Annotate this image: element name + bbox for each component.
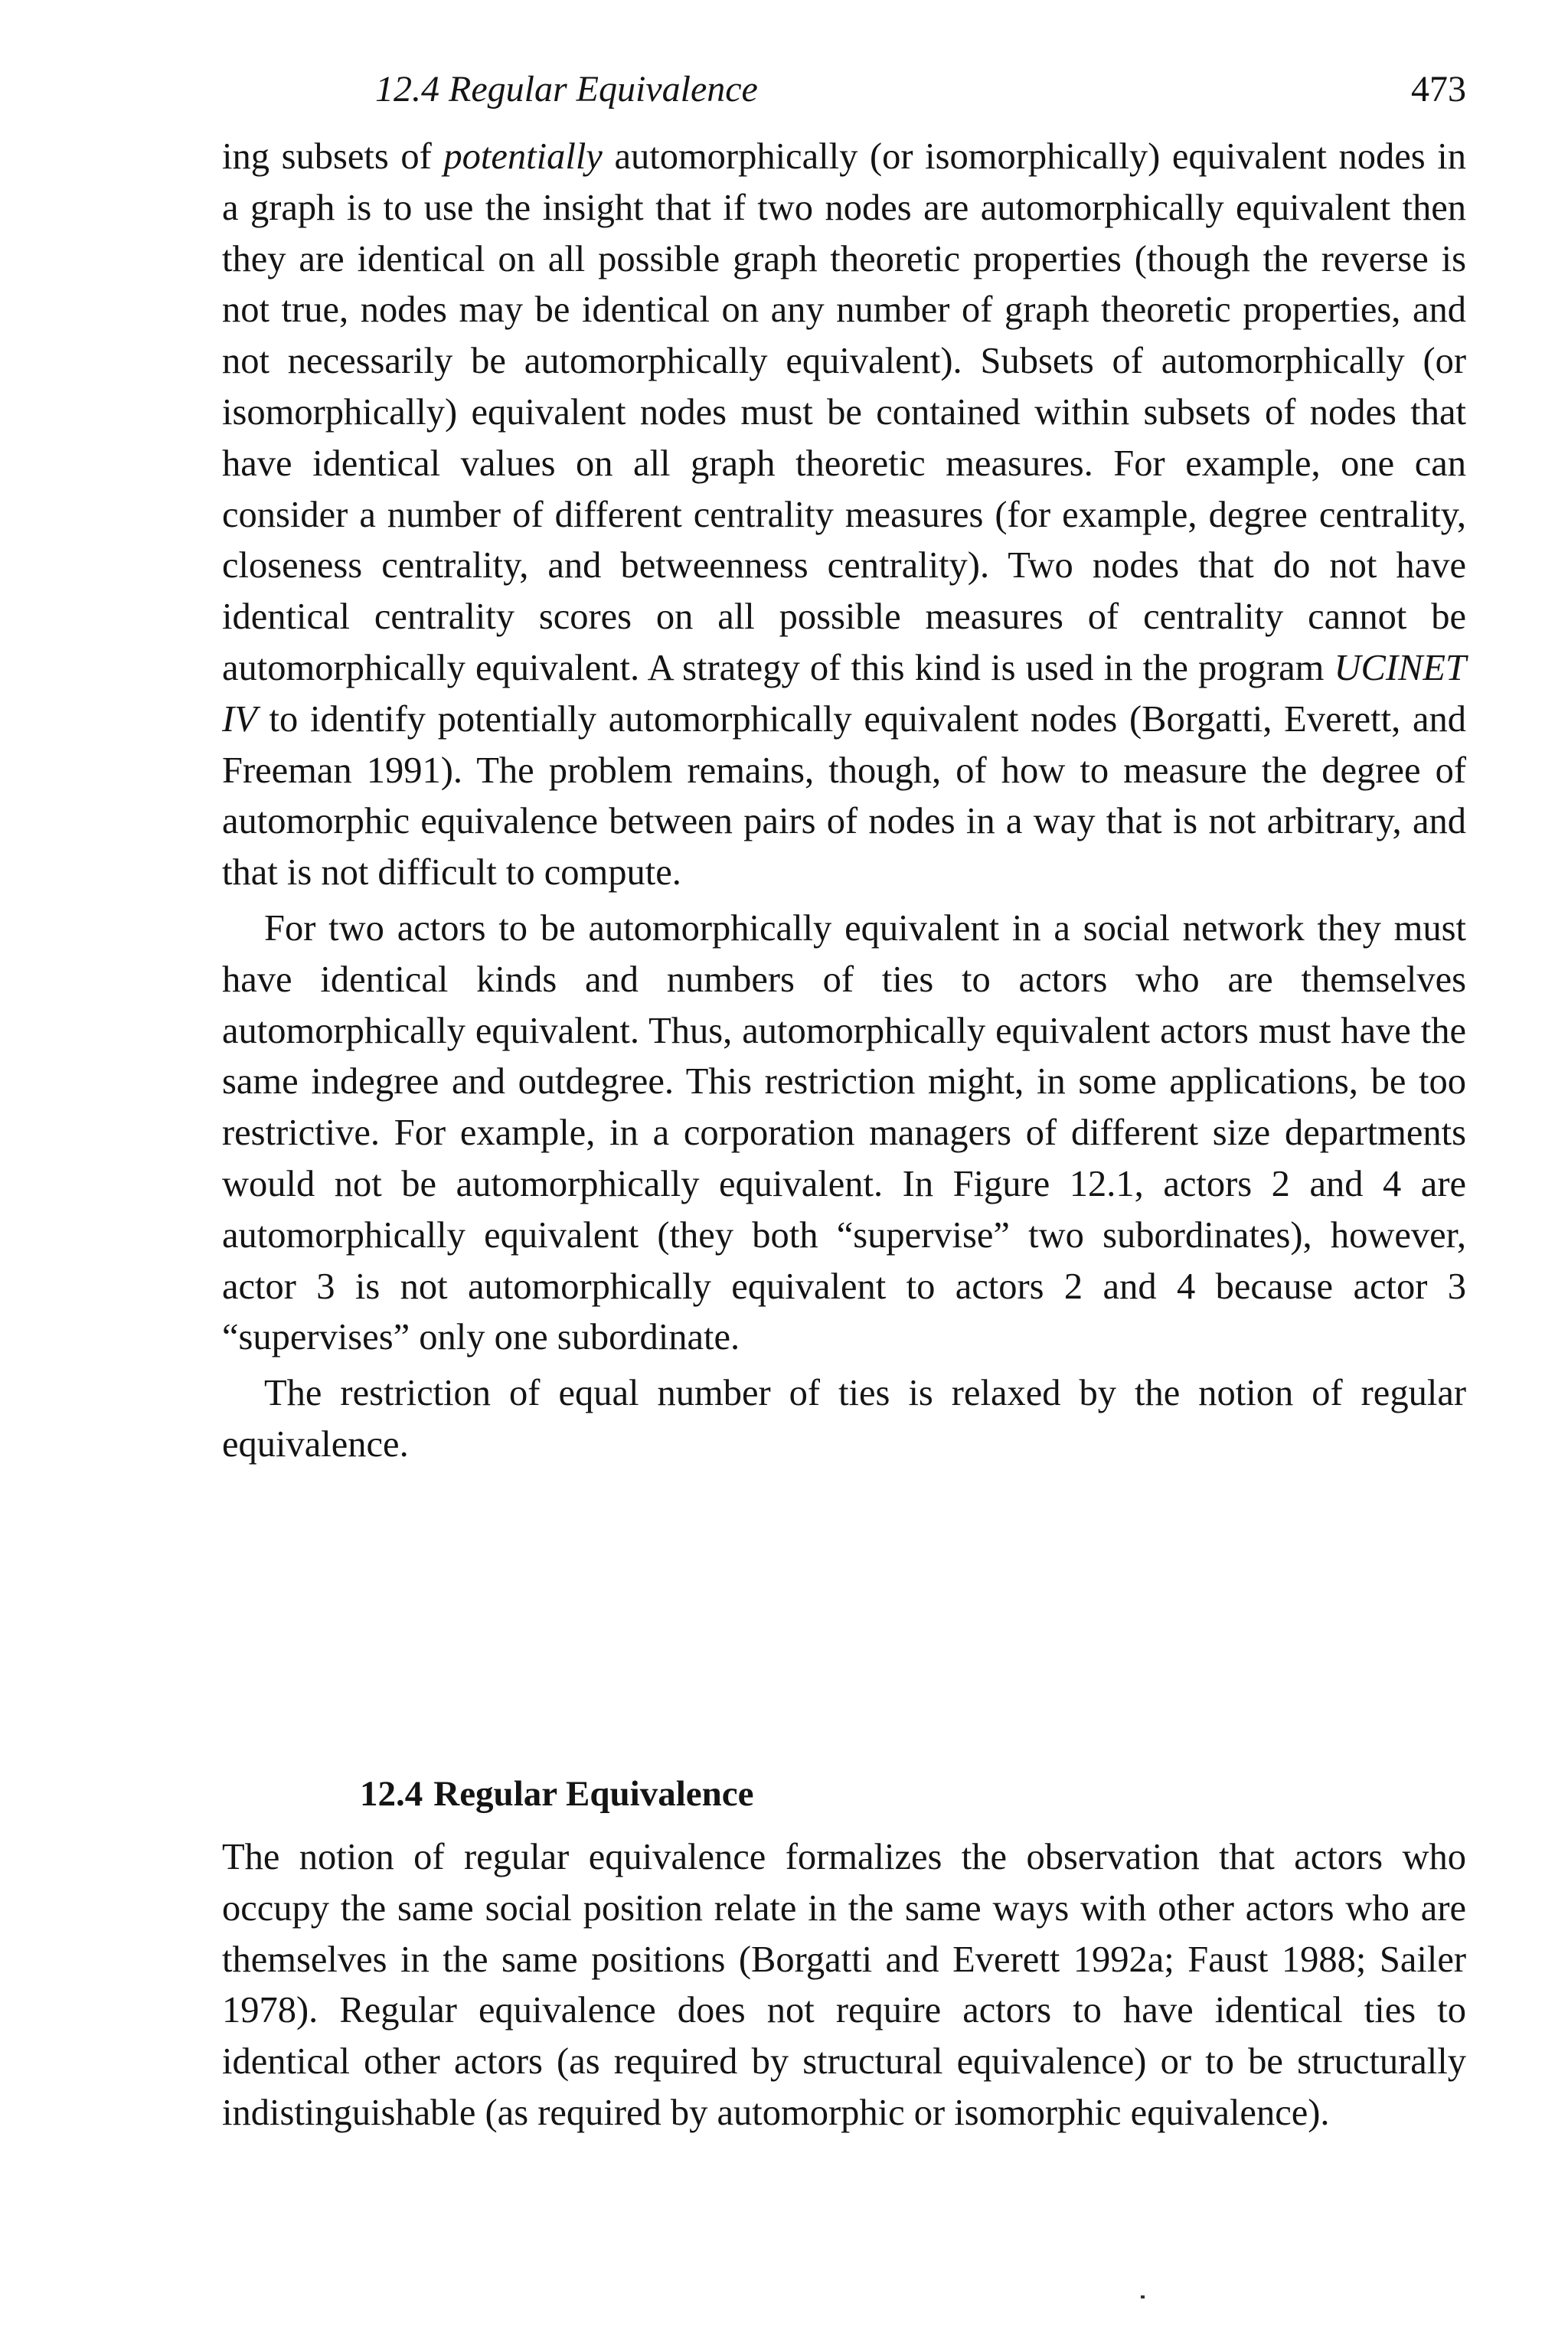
section-heading <box>360 1769 753 1819</box>
print-speck <box>1141 2295 1145 2298</box>
section-title: Regular Equivalence <box>433 1774 754 1814</box>
program-name: UCINET IV <box>222 647 1466 740</box>
paragraph-automorphic-ties: For two actors to be automorphically equivalent in a social network they must have identical kinds and numbers of ties to actors who are themselves automorphically equivalent. Thus, automorphically equivalent actors must have the same indegree and outdegree. This restriction might, in some applications, be too restrictive. For example, in a corporation managers of different size departments would not be automorphically equivalent. In Figure 12.1, actors 2 and 4 are automorphically equivalent (they both “supervise” two subordinates), however, actor 3 is not automorphically equivalent to actors 2 and 4 because actor 3 “supervises” only one subordinate. <box>222 907 1466 1358</box>
paragraph-continued <box>222 132 1466 899</box>
section-text <box>222 1832 1466 2139</box>
paragraph-lead: ing subsets of <box>222 136 444 177</box>
emphasis-potentially: potentially <box>443 136 603 177</box>
running-head-title: 12.4 Regular Equivalence <box>375 69 758 109</box>
page-number: 473 <box>1411 69 1466 109</box>
running-head <box>222 63 1466 116</box>
paragraph-restriction: The restriction of equal number of ties is relaxed by the notion of regular equivalence. <box>222 1373 1466 1465</box>
book-page <box>222 0 1466 2336</box>
section-paragraph: The notion of regular equivalence formalizes the observation that actors who occupy the same social position relate in the same ways with other actors who are themselves in the same positions (Borgatti and Everett 1992a; Faust 1988; Sailer 1978). Regular equivalence does not require actors to have identical ties to identical other actors (as required by structural equivalence) or to be structurally indistinguishable (as required by automorphic or isomorphic equivalence). <box>222 1837 1466 2133</box>
paragraph-body: automorphically (or isomorphically) equivalent nodes in a graph is to use the insight that if two nodes are automorphically equivalent then they are identical on all possible graph theoretic properties (though the reverse is not true, nodes may be identical on any number of graph theoretic properties, and not necessarily be automorphically equivalent). Subsets of automorphically (or isomorphically) equivalent nodes must be contained within subsets of nodes that have identical values on all graph theoretic measures. For example, one can consider a number of different centrality measures (for example, degree centrality, closeness centrality, and betweenness centrality). Two nodes that do not have identical centrality scores on all possible measures of centrality cannot be automorphically equivalent. A strategy of this kind is used in the program <box>222 136 1466 688</box>
paragraph-body-end: to identify potentially automorphically equivalent nodes (Borgatti, Everett, and Freeman 1991). The problem remains, though, of how to measure the degree of automorphic equivalence between pairs of nodes in a way that is not arbitrary, and that is not difficult to compute. <box>222 698 1466 894</box>
section-number: 12.4 <box>360 1774 423 1814</box>
body-text <box>222 132 1466 1471</box>
